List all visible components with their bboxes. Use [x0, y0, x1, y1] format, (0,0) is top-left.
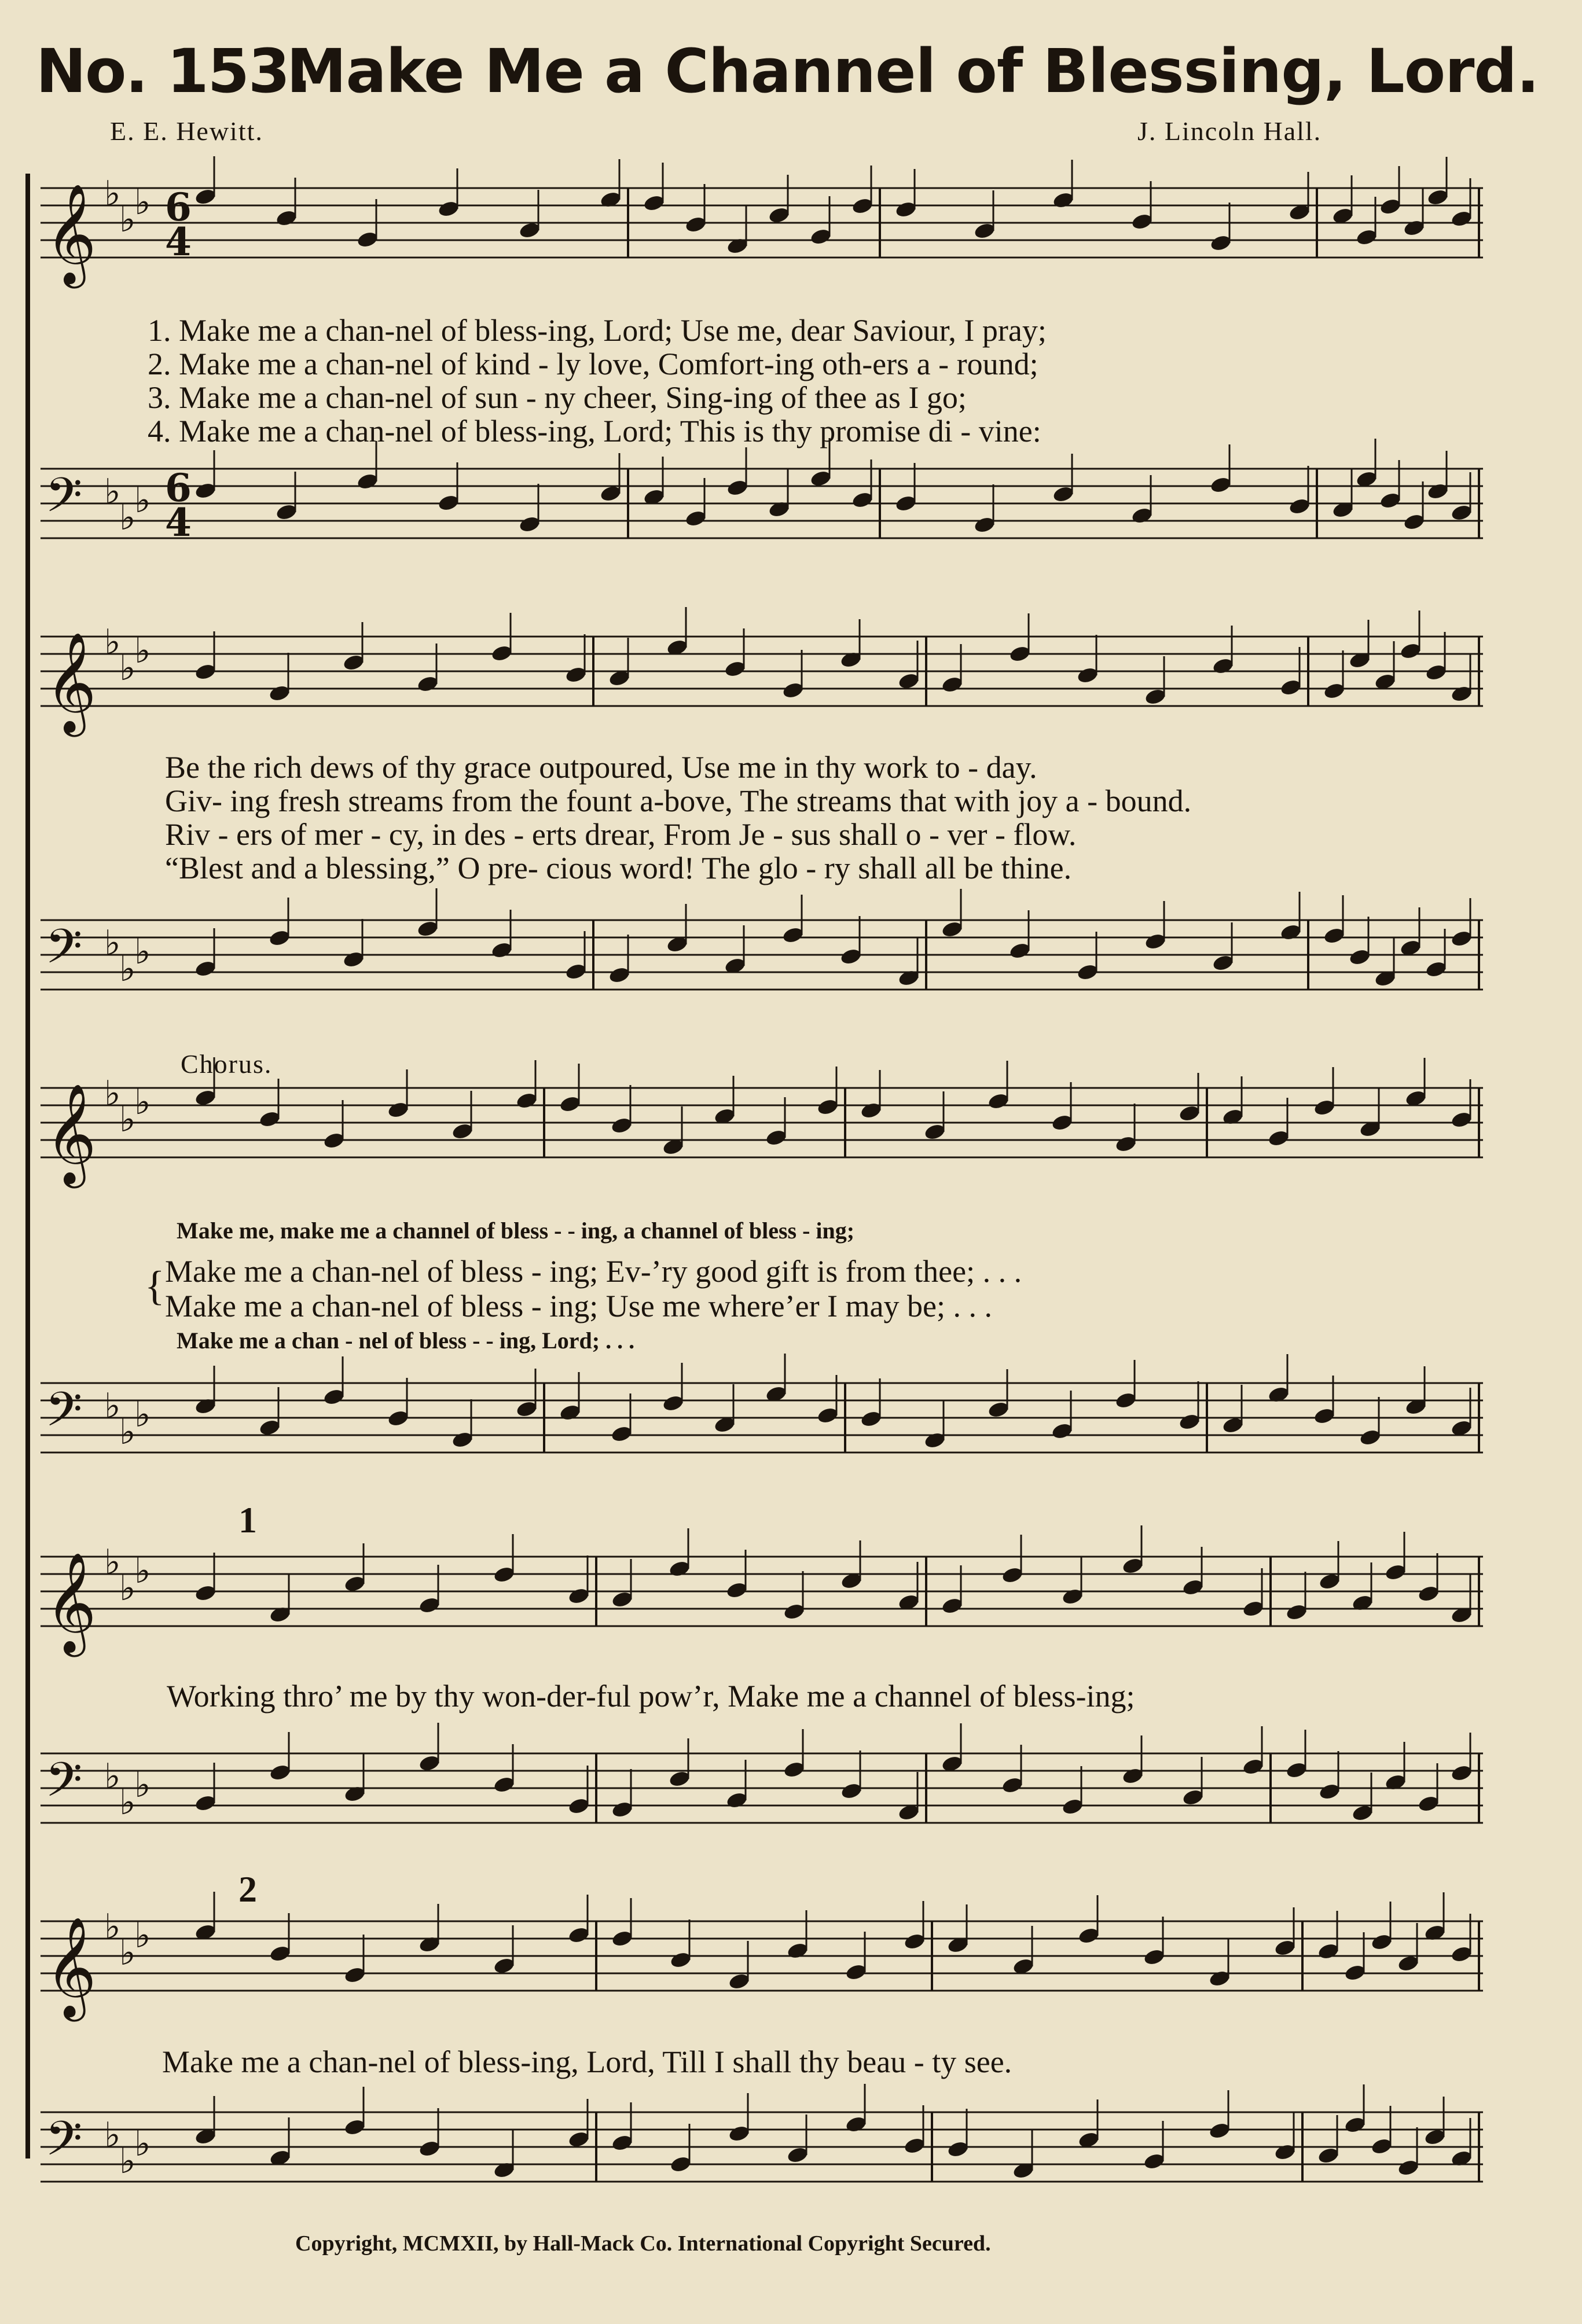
- lyricist-credit: E. E. Hewitt.: [110, 116, 263, 146]
- verse-4-line-2: “Blest and a blessing,” O pre- cious word! The glo - ry shall all be thine.: [165, 851, 1072, 885]
- composer-credit: J. Lincoln Hall.: [1137, 116, 1322, 146]
- first-ending-number: 1: [238, 1499, 257, 1540]
- time-signature-digit: 4: [165, 219, 192, 264]
- flat-icon: ♭: [104, 1073, 121, 1114]
- treble-staff: [0, 622, 1582, 747]
- flat-icon: ♭: [119, 1412, 136, 1452]
- second-ending-lyrics: Make me a chan-nel of bless-ing, Lord, Till I shall thy beau - ty see.: [162, 2044, 1012, 2079]
- flat-icon: ♭: [119, 949, 136, 990]
- bass-clef-icon: 𝄢: [45, 1752, 83, 1819]
- time-signature-digit: 4: [165, 500, 192, 545]
- flat-icon: ♭: [119, 648, 136, 689]
- flat-icon: ♭: [134, 1551, 151, 1591]
- second-ending-number: 2: [238, 1869, 257, 1910]
- time-signature-digit: 6: [165, 465, 192, 510]
- flat-icon: ♭: [104, 622, 121, 663]
- bass-clef-icon: 𝄢: [45, 2110, 83, 2178]
- flat-icon: ♭: [134, 2124, 151, 2164]
- time-signature-digit: 6: [165, 185, 192, 230]
- flat-icon: ♭: [134, 1915, 151, 1956]
- flat-icon: ♭: [104, 2115, 121, 2156]
- bass-clef-icon: 𝄢: [45, 467, 83, 535]
- flat-icon: ♭: [134, 631, 151, 671]
- flat-icon: ♭: [104, 472, 121, 512]
- bass-staff: [0, 463, 1582, 579]
- flat-icon: ♭: [104, 174, 121, 214]
- chorus-brace: {: [145, 1263, 165, 1309]
- verse-4-line-1: 4. Make me a chan-nel of bless-ing, Lord; This is thy promise di - vine:: [148, 414, 1041, 448]
- flat-icon: ♭: [104, 1756, 121, 1797]
- treble-clef-icon: 𝄞: [45, 1083, 97, 1184]
- bass-clef-icon: 𝄢: [45, 1381, 83, 1449]
- flat-icon: ♭: [134, 1395, 151, 1435]
- hymn-number: No. 153.: [36, 36, 311, 106]
- treble-clef-icon: 𝄞: [45, 183, 97, 284]
- verse-1-line-1: 1. Make me a chan-nel of bless-ing, Lord; Use me, dear Saviour, I pray;: [148, 313, 1047, 348]
- treble-staff: [0, 174, 1582, 298]
- first-ending-lyrics: Working thro’ me by thy won-der-ful pow’r, Make me a channel of bless-ing;: [167, 1679, 1135, 1713]
- bass-staff: [0, 1377, 1582, 1493]
- verse-2-line-1: 2. Make me a chan-nel of kind - ly love, Comfort-ing oth-ers a - round;: [148, 347, 1038, 381]
- hymn-title: Make Me a Channel of Blessing, Lord.: [287, 36, 1539, 106]
- treble-clef-icon: 𝄞: [45, 1917, 97, 2017]
- flat-icon: ♭: [119, 1782, 136, 1823]
- copyright-notice: Copyright, MCMXII, by Hall-Mack Co. International Copyright Secured.: [295, 2231, 991, 2256]
- chorus-label: Chorus.: [181, 1049, 273, 1079]
- flat-icon: ♭: [119, 200, 136, 240]
- bass-staff: [0, 1748, 1582, 1863]
- treble-staff: [0, 1073, 1582, 1198]
- flat-icon: ♭: [134, 1082, 151, 1123]
- verse-1-line-2: Be the rich dews of thy grace outpoured, Use me in thy work to - day.: [165, 750, 1037, 785]
- flat-icon: ♭: [119, 1100, 136, 1140]
- flat-icon: ♭: [134, 932, 151, 972]
- verse-3-line-2: Riv - ers of mer - cy, in des - erts drear, From Je - sus shall o - ver - flow.: [165, 817, 1077, 852]
- flat-icon: ♭: [104, 1907, 121, 1947]
- chorus-line-1: Make me a chan-nel of bless - ing; Ev-’ry good gift is from thee; . . .: [165, 1254, 1022, 1289]
- treble-clef-icon: 𝄞: [45, 1552, 97, 1653]
- verse-3-line-1: 3. Make me a chan-nel of sun - ny cheer, Sing-ing of thee as I go;: [148, 380, 967, 415]
- flat-icon: ♭: [119, 498, 136, 538]
- flat-icon: ♭: [119, 1933, 136, 1973]
- bass-staff: [0, 2106, 1582, 2222]
- flat-icon: ♭: [104, 923, 121, 964]
- flat-icon: ♭: [104, 1542, 121, 1583]
- bass-clef-icon: 𝄢: [45, 918, 83, 986]
- chorus-alto-line-1: Make me, make me a channel of bless - - ing, a channel of bless - ing;: [177, 1218, 855, 1244]
- flat-icon: ♭: [104, 1386, 121, 1426]
- flat-icon: ♭: [134, 480, 151, 521]
- flat-icon: ♭: [119, 2141, 136, 2182]
- verse-2-line-2: Giv- ing fresh streams from the fount a-bove, The streams that with joy a - bound.: [165, 784, 1192, 818]
- bass-staff: [0, 914, 1582, 1030]
- flat-icon: ♭: [134, 1765, 151, 1805]
- treble-staff: [0, 1907, 1582, 2031]
- flat-icon: ♭: [119, 1568, 136, 1609]
- flat-icon: ♭: [134, 182, 151, 223]
- treble-staff: [0, 1542, 1582, 1667]
- chorus-line-2: Make me a chan-nel of bless - ing; Use me where’er I may be; . . .: [165, 1289, 992, 1323]
- chorus-alto-line-2: Make me a chan - nel of bless - - ing, Lord; . . .: [177, 1328, 635, 1354]
- treble-clef-icon: 𝄞: [45, 632, 97, 733]
